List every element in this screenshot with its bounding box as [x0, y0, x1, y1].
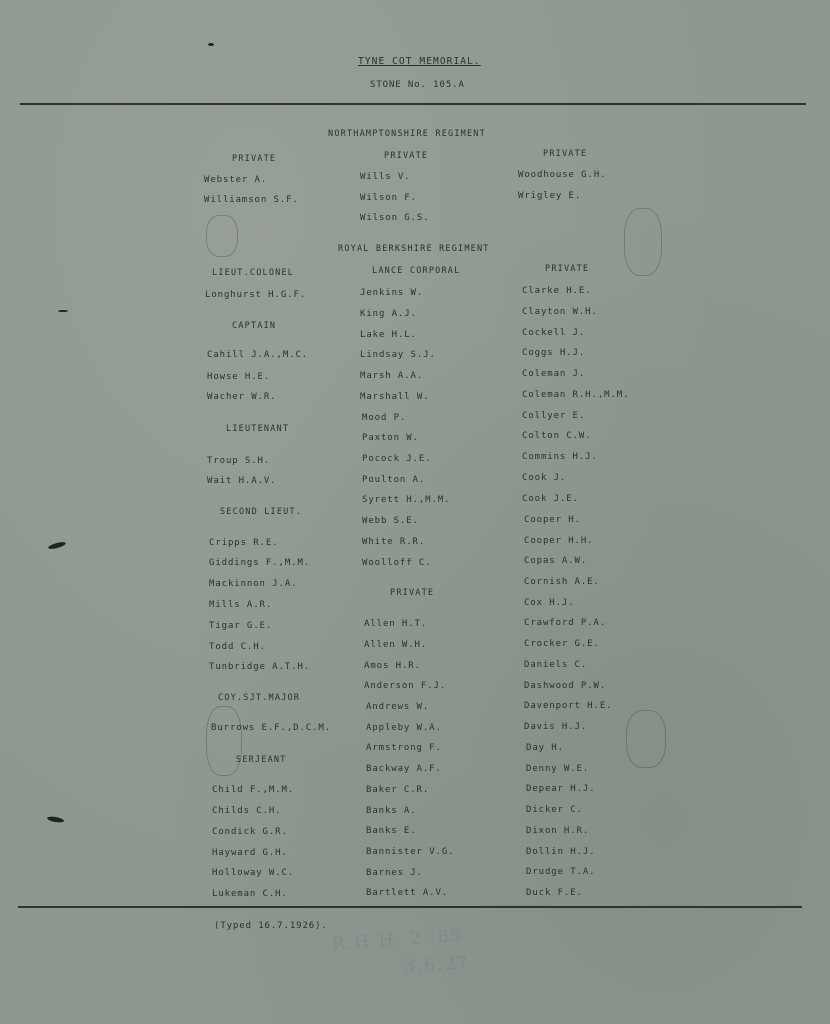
berks-col1-name: Condick G.R.: [212, 827, 288, 837]
berks-col3-name: Crawford P.A.: [524, 618, 607, 628]
bottom-rule: [18, 906, 802, 908]
berks-col3-name: Daniels C.: [524, 660, 588, 670]
berks-col1-name: Hayward G.H.: [212, 848, 288, 858]
berks-col1-name: Mackinnon J.A.: [209, 579, 298, 589]
berks-col3-name: Copas A.W.: [524, 556, 588, 566]
berks-col2-name: White R.R.: [362, 537, 426, 547]
berks-col2-name: Anderson F.J.: [364, 681, 447, 691]
berks-col2-name: Andrews W.: [366, 702, 430, 712]
berks-col1-name: Wait H.A.V.: [207, 476, 277, 486]
ink-mark: [47, 816, 65, 824]
ink-mark: [48, 541, 67, 550]
berks-col3-name: Crocker G.E.: [524, 639, 600, 649]
north-col2-heading: PRIVATE: [384, 151, 429, 161]
north-col2-name: Wilson G.S.: [360, 213, 430, 223]
berks-col2-name: Bartlett A.V.: [366, 888, 449, 898]
berks-private-heading-col2: PRIVATE: [390, 588, 435, 598]
berks-col2-name: Amos H.R.: [364, 661, 421, 671]
pencil-annotation: 3.6.27: [403, 953, 471, 977]
berks-col2-name: Mood P.: [362, 413, 407, 423]
berks-col1-name: Giddings F.,M.M.: [209, 558, 311, 568]
berks-col3-name: Dicker C.: [526, 805, 583, 815]
berks-col2-name: Bannister V.G.: [366, 847, 455, 857]
berks-col3-name: Denny W.E.: [526, 764, 590, 774]
berks-col3-name: Cooper H.: [524, 515, 581, 525]
faint-stamp: [624, 208, 662, 276]
berks-col2-name: Woolloff C.: [362, 558, 432, 568]
berks-col2-name: Poulton A.: [362, 475, 426, 485]
berks-col3-name: Cooper H.H.: [524, 536, 594, 546]
berks-col1-name: Lukeman C.H.: [212, 889, 288, 899]
berks-col3-name: Coleman R.H.,M.M.: [522, 390, 630, 400]
northamptonshire-regiment-heading: NORTHAMPTONSHIRE REGIMENT: [328, 129, 486, 139]
berks-col1-name: Troup S.H.: [207, 456, 271, 466]
berks-col1-name: Cripps R.E.: [209, 538, 279, 548]
berks-col2-name: Banks A.: [366, 806, 417, 816]
second-lieut-heading: SECOND LIEUT.: [220, 507, 303, 517]
berks-col1-name: Child F.,M.M.: [212, 785, 295, 795]
berks-col2-name: Lindsay S.J.: [360, 350, 436, 360]
faint-stamp: [626, 710, 666, 768]
berks-col1-name: Wacher W.R.: [207, 392, 277, 402]
berks-col3-name: Coggs H.J.: [522, 348, 586, 358]
berks-col3-name: Collyer E.: [522, 411, 586, 421]
berks-col2-name: Lake H.L.: [360, 330, 417, 340]
berks-col1-name: Childs C.H.: [212, 806, 282, 816]
berks-col1-name: Howse H.E.: [207, 372, 271, 382]
lance-corporal-heading: LANCE CORPORAL: [372, 266, 461, 276]
berks-col1-name: Tigar G.E.: [209, 621, 273, 631]
berks-col3-name: Cornish A.E.: [524, 577, 600, 587]
berks-col3-name: Clayton W.H.: [522, 307, 598, 317]
berks-col3-name: Clarke H.E.: [522, 286, 592, 296]
berks-col3-name: Dollin H.J.: [526, 847, 596, 857]
berks-col2-name: King A.J.: [360, 309, 417, 319]
berks-col3-name: Cook J.: [522, 473, 567, 483]
ink-mark: [208, 43, 214, 46]
berks-col2-name: Armstrong F.: [366, 743, 442, 753]
berks-col2-name: Barnes J.: [366, 868, 423, 878]
berks-col3-name: Dixon H.R.: [526, 826, 590, 836]
berks-col2-name: Baker C.R.: [366, 785, 430, 795]
north-col1-name: Williamson S.F.: [204, 195, 299, 205]
berks-col1-name: Burrows E.F.,D.C.M.: [211, 723, 332, 733]
typed-date: (Typed 16.7.1926).: [214, 921, 328, 931]
berks-col3-name: Davis H.J.: [524, 722, 588, 732]
berks-col3-name: Davenport H.E.: [524, 701, 613, 711]
berks-col3-name: Day H.: [526, 743, 564, 753]
faint-stamp: [206, 215, 238, 257]
berks-col2-name: Jenkins W.: [360, 288, 424, 298]
berks-col2-name: Webb S.E.: [362, 516, 419, 526]
berks-col3-name: Cox H.J.: [524, 598, 575, 608]
berks-col3-name: Dashwood P.W.: [524, 681, 607, 691]
berks-col3-name: Colton C.W.: [522, 431, 592, 441]
north-col3-heading: PRIVATE: [543, 149, 588, 159]
berks-col3-name: Cockell J.: [522, 328, 586, 338]
stone-number: STONE No. 105.A: [370, 80, 465, 90]
berkshire-regiment-heading: ROYAL BERKSHIRE REGIMENT: [338, 244, 490, 254]
berks-col1-name: Mills A.R.: [209, 600, 273, 610]
berks-col3-name: Cook J.E.: [522, 494, 579, 504]
north-col2-name: Wilson F.: [360, 193, 417, 203]
pencil-annotation: R.H.H. 2. 85: [331, 925, 464, 955]
faint-stamp: [206, 706, 242, 776]
north-col1-heading: PRIVATE: [232, 154, 277, 164]
north-col1-name: Webster A.: [204, 175, 268, 185]
berks-col1-name: Longhurst H.G.F.: [205, 290, 307, 300]
berks-col2-name: Banks E.: [366, 826, 417, 836]
berks-col2-name: Allen H.T.: [364, 619, 428, 629]
north-col3-name: Woodhouse G.H.: [518, 170, 607, 180]
north-col2-name: Wills V.: [360, 172, 411, 182]
berks-col3-name: Commins H.J.: [522, 452, 598, 462]
berks-private-heading-col3: PRIVATE: [545, 264, 590, 274]
berks-col2-name: Marsh A.A.: [360, 371, 424, 381]
north-col3-name: Wrigley E.: [518, 191, 582, 201]
berks-col1-name: Holloway W.C.: [212, 868, 295, 878]
berks-col1-name: Tunbridge A.T.H.: [209, 662, 311, 672]
captain-heading: CAPTAIN: [232, 321, 277, 331]
berks-col2-name: Paxton W.: [362, 433, 419, 443]
ink-mark: [58, 310, 68, 312]
lieut-colonel-heading: LIEUT.COLONEL: [212, 268, 295, 278]
memorial-title: TYNE COT MEMORIAL.: [358, 56, 481, 67]
berks-col2-name: Allen W.H.: [364, 640, 428, 650]
berks-col2-name: Syrett H.,M.M.: [362, 495, 451, 505]
berks-col1-name: Cahill J.A.,M.C.: [207, 350, 309, 360]
top-rule: [20, 103, 806, 105]
serjeant-heading: SERJEANT: [236, 755, 287, 765]
coy-sjt-major-heading: COY.SJT.MAJOR: [218, 693, 301, 703]
berks-col2-name: Marshall W.: [360, 392, 430, 402]
berks-col3-name: Coleman J.: [522, 369, 586, 379]
berks-col3-name: Drudge T.A.: [526, 867, 596, 877]
berks-col2-name: Backway A.F.: [366, 764, 442, 774]
berks-col2-name: Pocock J.E.: [362, 454, 432, 464]
berks-col3-name: Duck F.E.: [526, 888, 583, 898]
berks-col3-name: Depear H.J.: [526, 784, 596, 794]
berks-col2-name: Appleby W.A.: [366, 723, 442, 733]
berks-col1-name: Todd C.H.: [209, 642, 266, 652]
lieutenant-heading: LIEUTENANT: [226, 424, 290, 434]
